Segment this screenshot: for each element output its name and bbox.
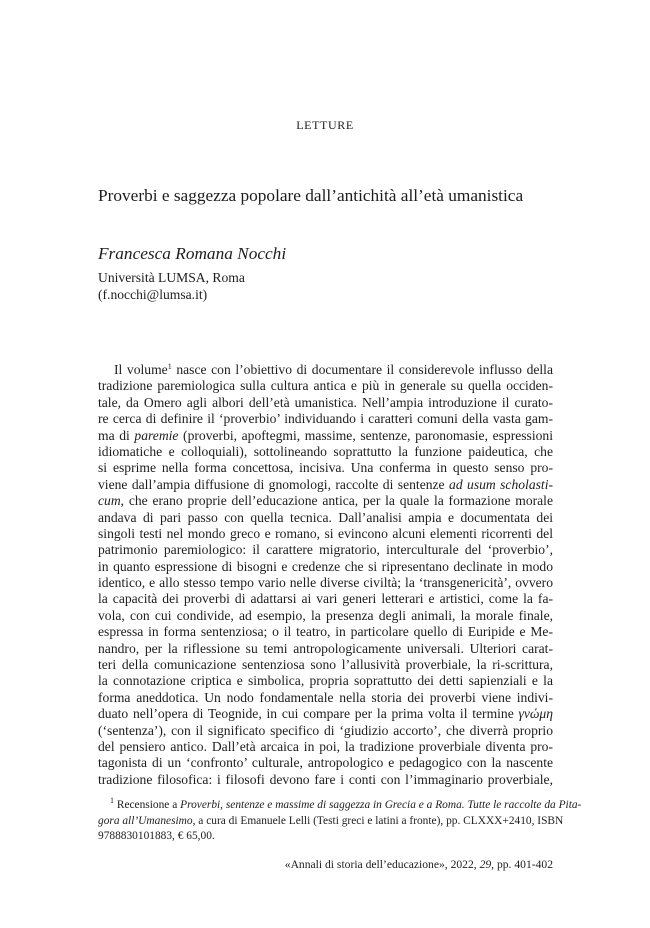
body-line: viene dall’ampia diffusione di gnomologi, raccolte di sentenze ad usum scholasti-: [98, 476, 553, 492]
body-line: tradizione filosofica: i filosofi devono fare i conti con l’immaginario proverbiale,: [98, 771, 553, 787]
body-line: teri della comunicazione sentenziosa sono l’allusività proverbiale, la ri-scrittura,: [98, 657, 553, 673]
author-name: Francesca Romana Nocchi: [98, 244, 287, 263]
author-affiliation: Università LUMSA, Roma: [98, 270, 245, 285]
body-text: [98, 362, 553, 788]
body-line: nandro, per la riflessione su temi antropologicamente universali. Ulteriori carat-: [98, 640, 553, 656]
body-line: tale, da Omero agli albori dell’età umanistica. Nell’ampia introduzione il curato-: [98, 394, 553, 410]
body-line: Il volume$^1$ nasce con l’obiettivo di documentare il considerevole influsso della: [114, 362, 553, 377]
author-email: (f.nocchi@lumsa.it): [98, 287, 208, 302]
body-line: duato nell’opera di Teognide, in cui compare per la prima volta il termine γνώμη: [98, 706, 553, 722]
journal-citation: «Annali di storia dell’educazione», 2022, 29, pp. 401-402: [284, 858, 553, 871]
footnote-line: 9788830101883, € 65,00.: [98, 830, 215, 842]
footnote-reference[interactable]: 1: [167, 362, 172, 371]
body-line: identico, e allo stesso tempo vario nelle diverse civiltà; la ‘transgenericità’, ovvero: [98, 575, 553, 591]
body-line: andava di pari passo con quella tecnica. Dall’analisi ampia e documentata dei: [98, 509, 553, 525]
body-line: cum, che erano proprie dell’educazione antica, per la quale la formazione morale: [98, 493, 553, 509]
body-line: re cerca di definire il ‘proverbio’ individuando i caratteri comuni della vasta gam-: [98, 411, 553, 427]
body-line: patrimonio paremiologico: il carattere migratorio, interculturale del ‘proverbio’,: [98, 542, 553, 558]
body-line: si esprime nella forma concettosa, incisiva. Una conferma in questo senso pro-: [98, 460, 553, 476]
body-line: la connotazione criptica e simbolica, propria soprattutto dei detti sapienziali e la: [98, 673, 553, 689]
body-line: tagonista di un ‘confronto’ culturale, antropologico e pedagogico con la nascente: [98, 755, 553, 771]
article-title: Proverbi e saggezza popolare dall’antichità all’età umanistica: [98, 186, 524, 205]
body-line: idiomatiche e colloquiali), sottolineando soprattutto la funzione paideutica, che: [98, 443, 553, 459]
body-line: (‘sentenza’), con il significato specifico di ‘giudizio accorto’, che diverrà proprio: [98, 722, 553, 738]
body-line: forma aneddotica. Un nodo fondamentale nella storia dei proverbi viene indivi-: [98, 689, 553, 705]
footnote-mark: 1: [110, 796, 114, 805]
body-line: tradizione paremiologica sulla cultura antica e più in generale su quella occiden-: [98, 378, 553, 394]
body-line: singoli testi nel mondo greco e romano, si evincono alcuni elementi ricorrenti del: [98, 525, 553, 541]
footnote-line: $^1$ Recensione a Proverbi, sentenze e massime di saggezza in Grecia e a Roma. Tutte le raccolte da Pita-: [110, 796, 582, 811]
body-line: la capacità dei proverbi di adattarsi ai vari generi letterari e artistici, come la fa-: [98, 591, 553, 607]
footnote-line: gora all’Umanesimo, a cura di Emanuele Lelli (Testi greci e latini a fronte), pp. CLXXX+2410, ISBN: [98, 814, 564, 827]
footnote: [98, 796, 582, 845]
body-line: in quanto espressione di bisogni e credenze che si ripresentano declinate in modo: [98, 558, 553, 574]
body-line: del pensiero antico. Dall’età arcaica in poi, la tradizione proverbiale diventa pro-: [98, 738, 553, 754]
body-line: ma di paremie (proverbi, apoftegmi, massime, sentenze, paronomasie, espressioni: [98, 427, 553, 443]
section-heading: LETTURE: [296, 118, 354, 132]
body-line: espressa in forma sentenziosa; o il teatro, in particolare quello di Euripide e Me-: [98, 624, 553, 640]
body-line: vola, con cui condivide, ad esempio, la presenza degli animali, la morale finale,: [98, 607, 553, 623]
